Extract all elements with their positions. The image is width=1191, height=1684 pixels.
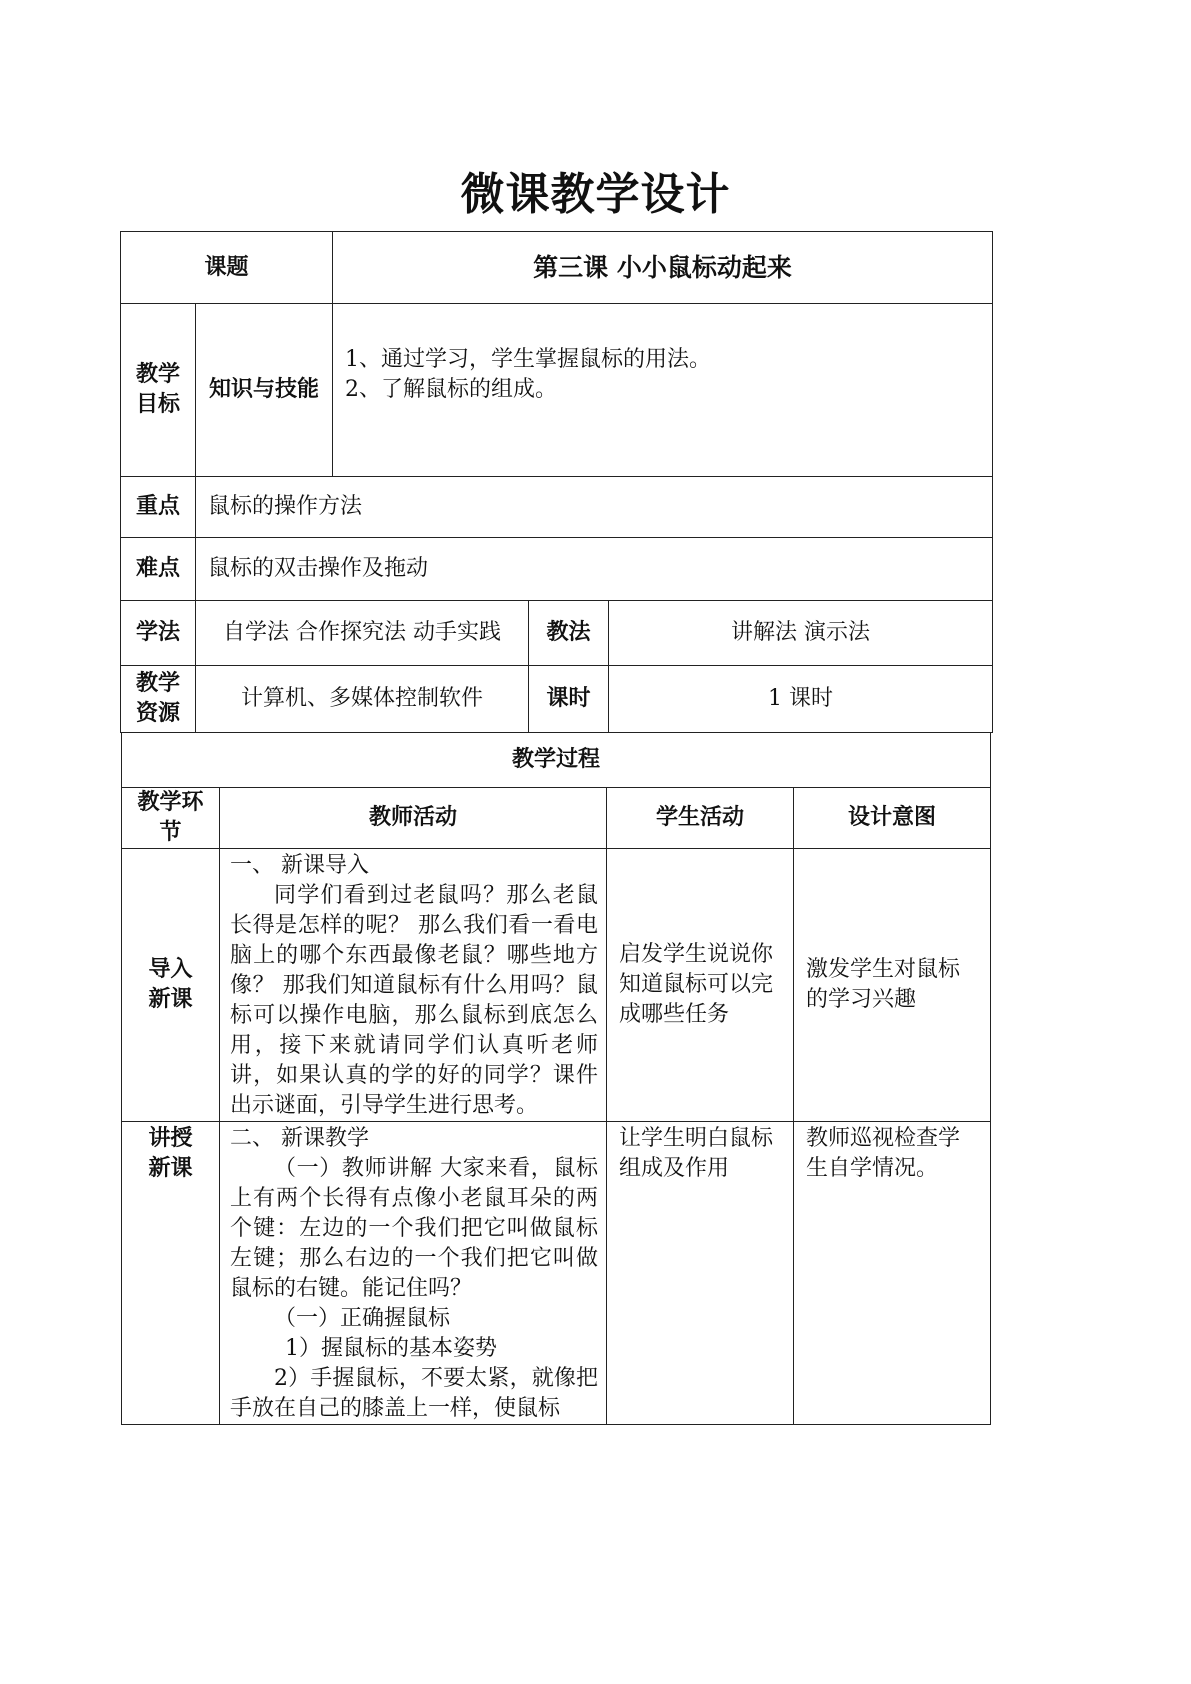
stage-cell: 导入新课 (122, 849, 220, 1122)
header-teacher: 教师活动 (220, 788, 607, 849)
stage-cell: 讲授新课 (122, 1122, 220, 1425)
key-point-label: 重点 (121, 477, 196, 538)
objective-item: 2、了解鼠标的组成。 (345, 377, 558, 402)
resources-label: 教学资源 (121, 666, 196, 733)
objectives-sublabel: 知识与技能 (196, 304, 333, 477)
design-intent: 教师巡视检查学生自学情况。 (794, 1122, 991, 1425)
process-title: 教学过程 (122, 733, 991, 788)
objective-item: 1、通过学习，学生掌握鼠标的用法。 (345, 347, 712, 372)
topic-label: 课题 (121, 232, 333, 304)
header-intent: 设计意图 (794, 788, 991, 849)
teaching-process-table (121, 732, 991, 1425)
teacher-body: 同学们看到过老鼠吗？那么老鼠长得是怎样的呢？ 那么我们看一看电脑上的哪个东西最像老鼠？哪些地方像？ 那我们知道鼠标有什么用吗？鼠标可以操作电脑，那么鼠标到底怎么用，接下来就请同学们认真听老师讲，如果认真的学的好的同学？课件出示谜面，引导学生进行思考。 (230, 883, 598, 1118)
teacher-body: （一）教师讲解 大家来看，鼠标上有两个长得有点像小老鼠耳朵的两个键：左边的一个我们把它叫做鼠标左键；那么右边的一个我们把它叫做鼠标的右键。能记住吗？ (230, 1156, 598, 1301)
objectives-label: 教学目标 (121, 304, 196, 477)
teacher-activity (220, 1122, 607, 1425)
document-title: 微课教学设计 (460, 169, 731, 220)
teacher-heading: 一、 新课导入 (230, 853, 369, 878)
class-hours-value: 1 课时 (609, 666, 993, 733)
learning-method-label: 学法 (121, 601, 196, 666)
difficulty-value: 鼠标的双击操作及拖动 (196, 538, 993, 601)
teacher-step: 1）握鼠标的基本姿势 (285, 1336, 497, 1361)
difficulty-label: 难点 (121, 538, 196, 601)
teacher-heading: 二、 新课教学 (230, 1126, 369, 1151)
resources-value: 计算机、多媒体控制软件 (196, 666, 529, 733)
class-hours-label: 课时 (529, 666, 609, 733)
student-activity: 启发学生说说你知道鼠标可以完成哪些任务 (607, 849, 794, 1122)
lesson-info-table (120, 231, 993, 733)
teacher-subheading: （一）正确握鼠标 (274, 1306, 451, 1331)
header-student: 学生活动 (607, 788, 794, 849)
header-stage: 教学环节 (122, 788, 220, 849)
teaching-method-label: 教法 (529, 601, 609, 666)
teacher-activity (220, 849, 607, 1122)
design-intent: 激发学生对鼠标的学习兴趣 (794, 849, 991, 1122)
topic-value: 第三课 小小鼠标动起来 (333, 232, 993, 304)
learning-method-value: 自学法 合作探究法 动手实践 (196, 601, 529, 666)
key-point-value: 鼠标的操作方法 (196, 477, 993, 538)
objectives-list (333, 304, 993, 477)
teacher-step: 2）手握鼠标，不要太紧，就像把手放在自己的膝盖上一样，使鼠标 (230, 1366, 598, 1421)
student-activity: 让学生明白鼠标组成及作用 (607, 1122, 794, 1425)
teaching-method-value: 讲解法 演示法 (609, 601, 993, 666)
